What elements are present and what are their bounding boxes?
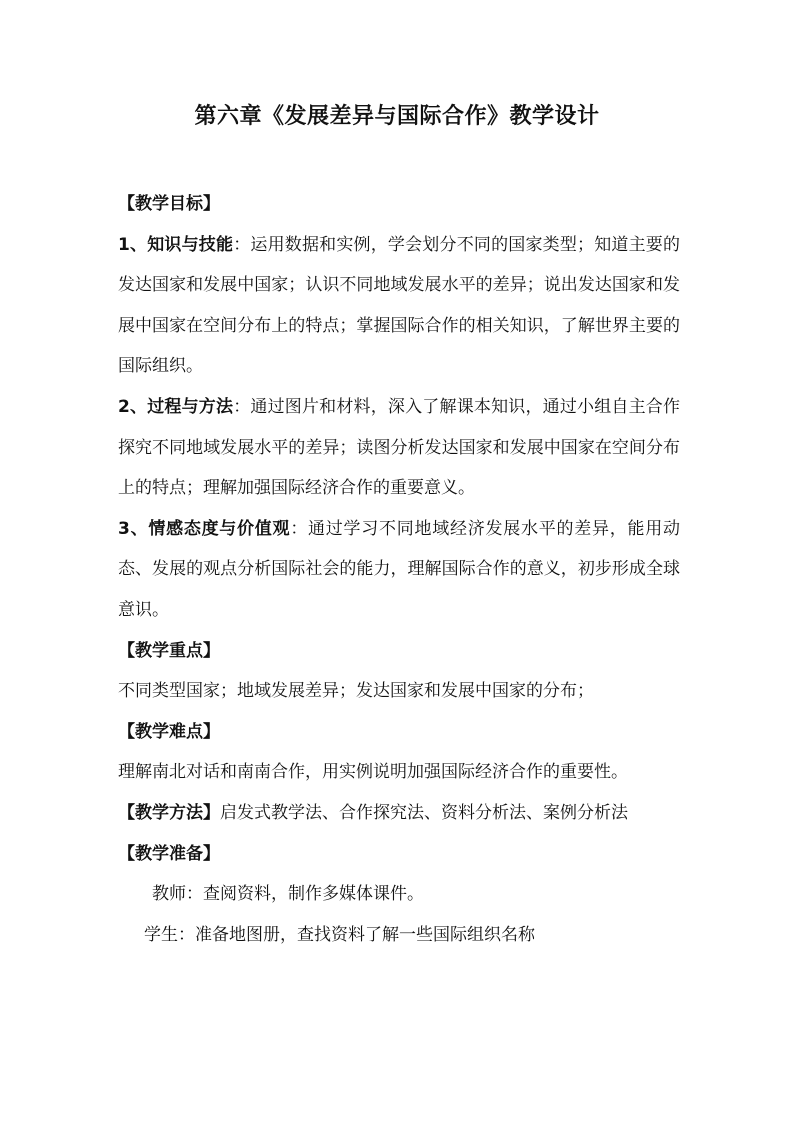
objective-1-label: 1、知识与技能: [118, 234, 234, 255]
key-points-heading: 【教学重点】: [118, 640, 220, 661]
objective-1-text: ：运用数据和实例，学会划分不同的国家类型；知道主要的发达国家和发展中国家；认识不同地域发展水平的差异；说出发达国家和发展中国家在空间分布上的特点；掌握国际合作的相关知识，了解世界主要的国际组织。: [118, 234, 680, 377]
document-body: [118, 184, 680, 955]
methods-heading: 【教学方法】: [118, 802, 220, 823]
objective-3-paragraph: [118, 509, 680, 631]
objective-1-paragraph: [118, 225, 680, 387]
difficulties-text: 理解南北对话和南南合作，用实例说明加强国际经济合作的重要性。: [118, 762, 628, 783]
teacher-preparation: 教师：查阅资料，制作多媒体课件。: [152, 884, 424, 905]
student-preparation: 学生：准备地图册，查找资料了解一些国际组织名称: [144, 924, 535, 945]
objectives-heading: 【教学目标】: [118, 194, 220, 214]
key-points-text: 不同类型国家；地域发展差异；发达国家和发展中国家的分布；: [118, 681, 594, 702]
objective-2-text: ：通过图片和材料，深入了解课本知识，通过小组自主合作探究不同地域发展水平的差异；读图分析发达国家和发展中国家在空间分布上的特点；理解加强国际经济合作的重要意义。: [118, 396, 680, 499]
objective-3-text: ：通过学习不同地域经济发展水平的差异，能用动态、发展的观点分析国际社会的能力，理解国际合作的意义，初步形成全球意识。: [118, 518, 680, 620]
preparation-heading: 【教学准备】: [118, 843, 220, 864]
methods-text: 启发式教学法、合作探究法、资料分析法、案例分析法: [220, 802, 628, 823]
difficulties-heading: 【教学难点】: [118, 721, 220, 742]
methods-paragraph: [118, 793, 680, 834]
objective-2-label: 2、过程与方法: [118, 396, 234, 417]
objective-3-label: 3、情感态度与价值观: [118, 518, 291, 539]
document-title: 第六章《发展差异与国际合作》教学设计: [194, 104, 600, 129]
objective-2-paragraph: [118, 387, 680, 509]
